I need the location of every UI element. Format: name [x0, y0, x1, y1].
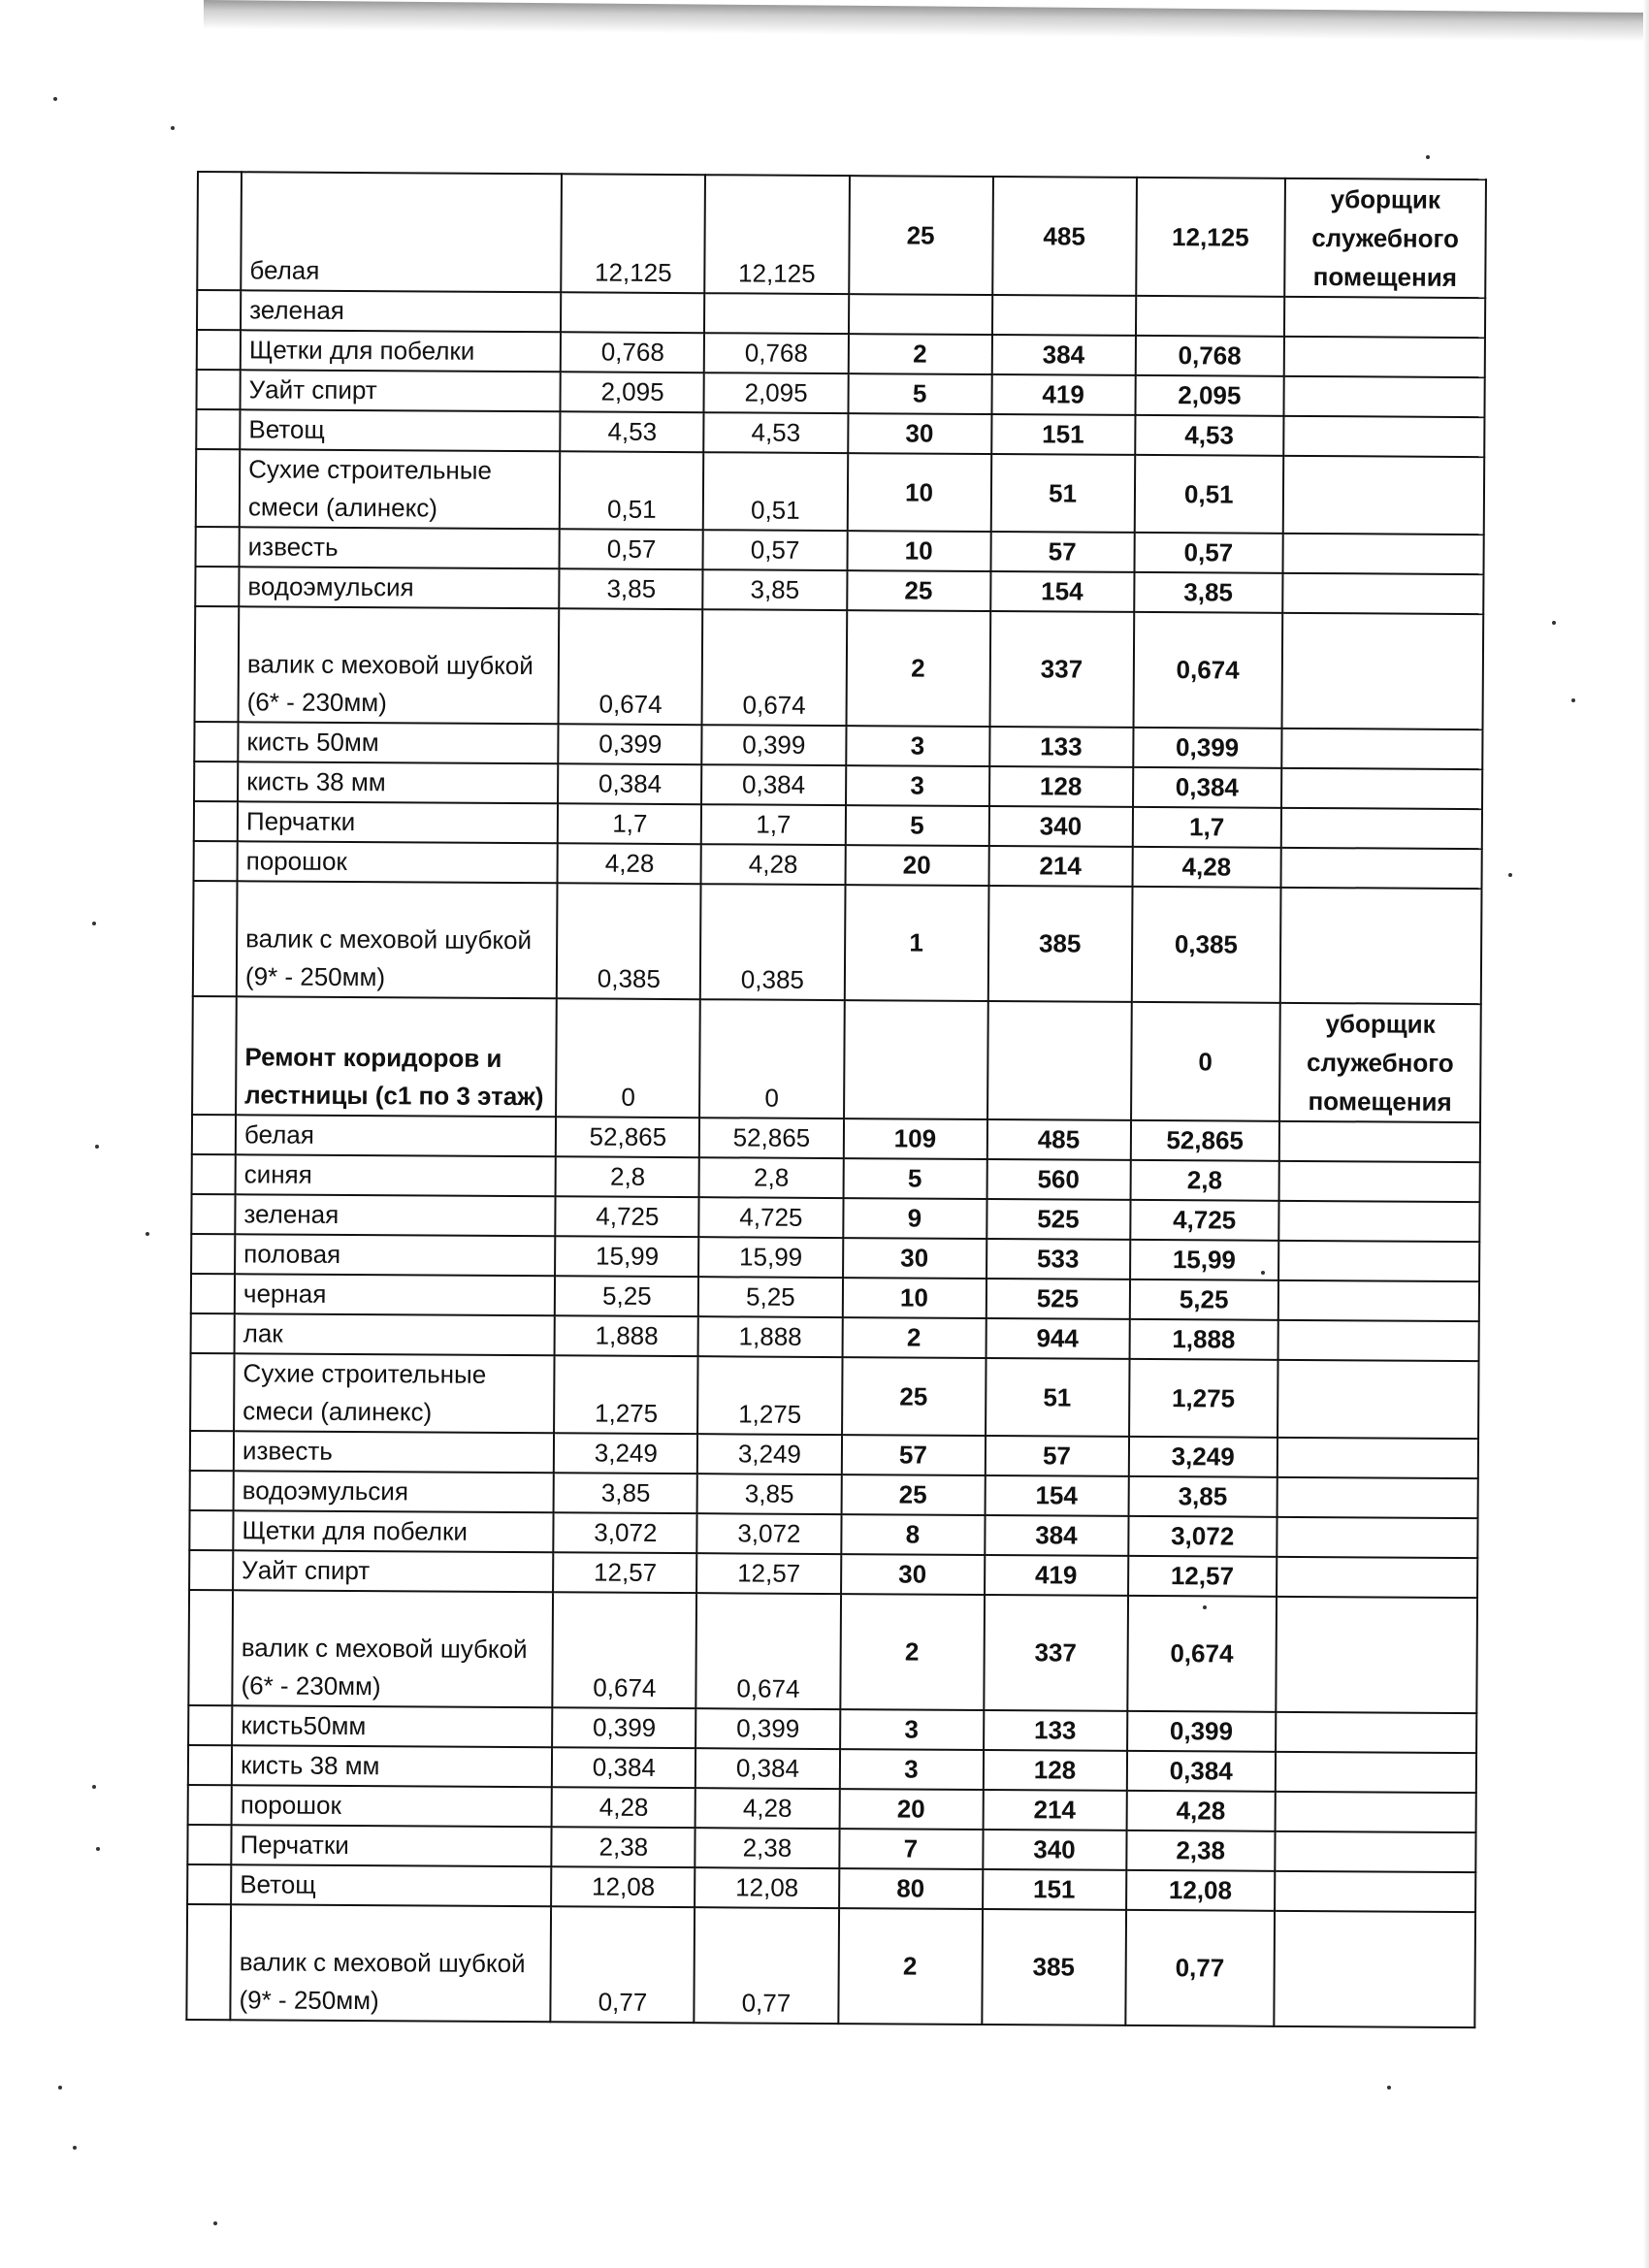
amount-cell: 1,888: [555, 1315, 698, 1356]
quantity-cell: 57: [841, 1435, 985, 1475]
material-name-cell: валик с меховой шубкой (9* - 250мм): [230, 1904, 551, 2022]
responsible-cell: [1276, 1712, 1476, 1753]
row-index-cell: [194, 841, 238, 881]
amount-duplicate-cell: 0,384: [695, 1748, 839, 1789]
material-name-cell: белая: [236, 1115, 557, 1156]
quantity-cell: 25: [841, 1474, 985, 1515]
amount-duplicate-cell: 1,275: [698, 1356, 843, 1435]
amount-duplicate-cell: 2,38: [695, 1828, 839, 1868]
amount-cell: 0,399: [559, 724, 702, 764]
scan-speck: [1387, 2086, 1391, 2090]
quantity-cell: 20: [839, 1789, 983, 1830]
material-name-cell: известь: [234, 1431, 555, 1473]
scan-speck: [73, 2146, 77, 2150]
row-index-cell: [190, 1471, 234, 1510]
responsible-cell: [1275, 1871, 1475, 1912]
amount-duplicate-cell: 0,399: [696, 1708, 840, 1749]
amount-cell: 4,725: [556, 1196, 699, 1237]
amount-duplicate-cell: 52,865: [699, 1118, 843, 1158]
amount-cell: 5,25: [555, 1276, 698, 1316]
row-index-cell: [188, 1705, 232, 1745]
responsible-cell: [1277, 1320, 1478, 1361]
total-cell: 0,77: [1125, 1910, 1275, 2026]
amount-duplicate-cell: 0,674: [696, 1593, 841, 1709]
total-cell: 5,25: [1129, 1280, 1278, 1320]
responsible-cell: [1279, 1121, 1480, 1162]
price-cell: 337: [984, 1595, 1128, 1711]
row-index-cell: [192, 1154, 236, 1194]
material-name-cell: Перчатки: [231, 1825, 552, 1866]
responsible-cell: [1284, 337, 1485, 377]
responsible-cell: [1274, 1911, 1475, 2027]
row-index-cell: [196, 449, 241, 527]
quantity-cell: [848, 294, 991, 335]
material-name-cell: кисть50мм: [232, 1705, 553, 1747]
amount-cell: 0,674: [553, 1592, 697, 1708]
amount-duplicate-cell: 3,85: [703, 569, 847, 610]
price-cell: 560: [986, 1159, 1130, 1200]
price-cell: 533: [986, 1239, 1130, 1280]
row-index-cell: [188, 1785, 232, 1825]
price-cell: 944: [986, 1318, 1129, 1359]
price-cell: 214: [988, 846, 1132, 887]
responsible-cell: [1281, 613, 1483, 729]
amount-duplicate-cell: 1,7: [701, 804, 845, 845]
material-name-cell: зеленая: [235, 1194, 556, 1236]
row-index-cell: [194, 801, 238, 841]
price-cell: 340: [983, 1830, 1126, 1870]
material-name-cell: водоэмульсия: [239, 567, 560, 608]
amount-cell: 0,768: [561, 332, 704, 373]
row-index-cell: [192, 996, 237, 1115]
total-cell: 3,85: [1134, 572, 1283, 613]
amount-duplicate-cell: 4,725: [699, 1197, 843, 1238]
responsible-cell: [1281, 768, 1482, 809]
responsible-cell: [1278, 1161, 1479, 1202]
responsible-cell: [1277, 1517, 1477, 1558]
amount-cell: 12,08: [552, 1866, 695, 1907]
material-name-cell: кисть 50мм: [238, 722, 559, 763]
row-index-cell: [187, 1864, 231, 1904]
amount-duplicate-cell: 12,08: [695, 1867, 839, 1908]
amount-cell: 15,99: [555, 1236, 698, 1277]
row-index-cell: [188, 1590, 233, 1705]
quantity-cell: 10: [847, 453, 991, 532]
table-row: [195, 606, 1484, 729]
scan-speck: [1571, 698, 1575, 702]
amount-cell: 0,674: [559, 608, 703, 725]
responsible-cell: [1277, 1438, 1478, 1478]
scan-speck: [213, 2221, 217, 2225]
price-cell: 128: [983, 1750, 1126, 1791]
price-cell: 214: [983, 1790, 1126, 1831]
material-name-cell: зеленая: [241, 290, 562, 332]
total-cell: 4,725: [1130, 1200, 1279, 1241]
responsible-cell: [1278, 1241, 1479, 1281]
amount-cell: 4,28: [558, 843, 701, 884]
total-cell: [1136, 296, 1285, 337]
row-index-cell: [196, 370, 240, 409]
quantity-cell: 3: [839, 1749, 983, 1790]
material-name-cell: валик с меховой шубкой (9* - 250мм): [237, 881, 558, 998]
scan-speck: [53, 97, 57, 101]
responsible-cell: [1281, 729, 1482, 769]
price-cell: [987, 1001, 1132, 1120]
amount-duplicate-cell: 0,399: [702, 725, 846, 765]
quantity-cell: 109: [843, 1118, 986, 1159]
total-cell: 12,08: [1126, 1870, 1276, 1911]
total-cell: 3,249: [1128, 1437, 1277, 1477]
total-cell: 0,399: [1127, 1711, 1277, 1752]
amount-cell: 3,85: [560, 568, 703, 609]
quantity-cell: 30: [841, 1554, 985, 1595]
amount-duplicate-cell: 0,77: [695, 1907, 839, 2024]
amount-cell: 2,095: [561, 372, 704, 412]
quantity-cell: 10: [842, 1278, 986, 1318]
responsible-cell: [1277, 1360, 1479, 1439]
scan-right-edge: [1643, 0, 1649, 2268]
amount-cell: 4,53: [561, 411, 704, 452]
quantity-cell: 1: [844, 885, 988, 1001]
quantity-cell: 25: [847, 570, 990, 611]
total-cell: 0,57: [1134, 533, 1283, 573]
row-index-cell: [189, 1510, 233, 1550]
total-cell: 4,53: [1135, 415, 1284, 456]
amount-cell: 0,51: [560, 451, 704, 530]
price-cell: [992, 295, 1136, 336]
responsible-cell: уборщик служебного помещения: [1284, 178, 1486, 298]
quantity-cell: 25: [849, 176, 993, 295]
amount-duplicate-cell: 12,125: [705, 175, 850, 294]
total-cell: 2,38: [1126, 1831, 1276, 1871]
amount-cell: 0,385: [557, 883, 701, 999]
quantity-cell: 5: [845, 805, 988, 846]
scan-speck: [1508, 873, 1512, 877]
price-cell: 151: [983, 1869, 1126, 1910]
material-name-cell: порошок: [238, 841, 559, 883]
amount-cell: 0,57: [560, 529, 703, 569]
quantity-cell: 20: [845, 845, 988, 886]
price-cell: 384: [991, 335, 1135, 375]
total-cell: 52,865: [1130, 1120, 1279, 1161]
material-name-cell: Перчатки: [238, 801, 559, 843]
responsible-cell: [1277, 1557, 1477, 1598]
quantity-cell: 5: [848, 373, 991, 414]
quantity-cell: 2: [838, 1908, 983, 2025]
material-name-cell: кисть 38 мм: [232, 1745, 553, 1787]
price-cell: 151: [991, 414, 1135, 455]
responsible-cell: [1276, 1792, 1476, 1832]
total-cell: 4,28: [1132, 847, 1281, 888]
total-cell: 3,072: [1128, 1516, 1277, 1557]
row-index-cell: [197, 172, 242, 290]
total-cell: 1,888: [1129, 1319, 1278, 1360]
scan-speck: [92, 922, 96, 925]
table-row: [186, 1904, 1475, 2027]
total-cell: 12,57: [1128, 1556, 1277, 1597]
material-name-cell: Ремонт коридоров и лестницы (с1 по 3 этаж): [236, 996, 557, 1117]
responsible-cell: [1275, 1831, 1475, 1872]
quantity-cell: 8: [841, 1514, 985, 1555]
total-cell: 4,28: [1126, 1791, 1276, 1831]
price-cell: 51: [990, 454, 1135, 533]
materials-table-body: [186, 172, 1486, 2027]
price-cell: 154: [990, 571, 1134, 612]
amount-cell: 0,384: [558, 763, 701, 804]
row-index-cell: [195, 567, 239, 606]
section-header-row: [192, 996, 1481, 1122]
materials-table: [185, 171, 1487, 2028]
price-cell: 133: [984, 1710, 1127, 1751]
total-cell: 12,125: [1136, 178, 1285, 297]
scan-speck: [171, 126, 175, 130]
total-cell: 3,85: [1128, 1476, 1277, 1517]
price-cell: 419: [991, 374, 1135, 415]
amount-cell: 12,125: [562, 174, 706, 293]
material-name-cell: Уайт спирт: [241, 370, 562, 411]
row-index-cell: [197, 290, 241, 330]
row-index-cell: [191, 1313, 235, 1353]
row-index-cell: [192, 1115, 236, 1154]
total-cell: 0,674: [1133, 612, 1282, 729]
material-name-cell: порошок: [232, 1785, 553, 1827]
scan-edge-shadow: [204, 0, 1649, 42]
scan-speck: [92, 1785, 96, 1789]
amount-duplicate-cell: 1,888: [698, 1316, 842, 1357]
amount-cell: 0,384: [552, 1747, 695, 1788]
price-cell: 154: [985, 1475, 1128, 1516]
quantity-cell: 9: [843, 1198, 986, 1239]
amount-duplicate-cell: 4,53: [704, 412, 848, 453]
amount-duplicate-cell: 12,57: [697, 1553, 841, 1594]
table-row: [196, 449, 1484, 535]
material-name-cell: белая: [241, 172, 562, 292]
row-index-cell: [191, 1274, 235, 1313]
row-index-cell: [190, 1431, 234, 1471]
row-index-cell: [189, 1550, 233, 1590]
amount-cell: 2,38: [552, 1827, 695, 1867]
responsible-cell: [1278, 1280, 1479, 1321]
responsible-cell: [1280, 888, 1482, 1004]
responsible-cell: [1284, 297, 1485, 338]
amount-cell: [561, 292, 704, 333]
quantity-cell: 2: [848, 334, 991, 374]
amount-cell: 1,7: [558, 803, 701, 844]
amount-duplicate-cell: 4,28: [695, 1788, 839, 1829]
total-cell: 0,674: [1127, 1596, 1277, 1712]
material-name-cell: синяя: [236, 1154, 557, 1196]
price-cell: 384: [985, 1515, 1128, 1556]
amount-cell: 0,399: [553, 1707, 696, 1748]
materials-table-wrapper: [185, 171, 1487, 2028]
price-cell: 51: [986, 1358, 1130, 1437]
material-name-cell: валик с меховой шубкой (6* - 230мм): [239, 606, 560, 724]
amount-duplicate-cell: 15,99: [699, 1237, 843, 1278]
price-cell: 337: [989, 611, 1134, 728]
price-cell: 385: [987, 886, 1132, 1002]
table-row: [190, 1353, 1478, 1439]
row-index-cell: [197, 330, 241, 370]
responsible-cell: уборщик служебного помещения: [1279, 1003, 1481, 1122]
quantity-cell: 2: [840, 1594, 985, 1710]
material-name-cell: известь: [240, 527, 561, 568]
responsible-cell: [1283, 376, 1484, 417]
amount-duplicate-cell: 2,095: [704, 373, 848, 413]
price-cell: 485: [986, 1119, 1130, 1160]
amount-duplicate-cell: 3,249: [697, 1434, 841, 1474]
material-name-cell: Сухие строительные смеси (алинекс): [234, 1353, 555, 1433]
responsible-cell: [1281, 808, 1482, 849]
material-name-cell: лак: [235, 1313, 556, 1355]
responsible-cell: [1282, 573, 1483, 614]
scan-speck: [146, 1232, 149, 1236]
material-name-cell: Сухие строительные смеси (алинекс): [240, 449, 561, 529]
scan-speck: [1261, 1271, 1265, 1275]
total-cell: 2,095: [1135, 375, 1284, 416]
price-cell: 385: [982, 1909, 1126, 2025]
row-index-cell: [188, 1745, 232, 1785]
responsible-cell: [1283, 416, 1484, 457]
scan-speck: [1426, 155, 1430, 159]
total-cell: 1,7: [1132, 807, 1281, 848]
quantity-cell: 3: [846, 765, 989, 806]
row-index-cell: [190, 1353, 235, 1431]
scan-speck: [58, 2086, 62, 2090]
amount-cell: 0: [556, 998, 700, 1118]
total-cell: 0,51: [1134, 455, 1283, 534]
amount-duplicate-cell: 0: [700, 999, 845, 1118]
material-name-cell: Ветощ: [231, 1864, 552, 1906]
row-index-cell: [194, 761, 238, 801]
quantity-cell: 80: [839, 1868, 983, 1909]
material-name-cell: Уайт спирт: [233, 1550, 554, 1592]
row-index-cell: [191, 1234, 235, 1274]
price-cell: 340: [988, 806, 1132, 847]
amount-duplicate-cell: 3,072: [697, 1513, 841, 1554]
amount-cell: 52,865: [556, 1117, 699, 1157]
amount-cell: 3,249: [554, 1433, 697, 1474]
material-name-cell: Ветощ: [240, 409, 561, 451]
quantity-cell: 30: [843, 1238, 986, 1279]
scan-speck: [1203, 1605, 1207, 1609]
material-name-cell: кисть 38 мм: [238, 761, 559, 803]
quantity-cell: 7: [839, 1829, 983, 1869]
price-cell: 57: [985, 1436, 1128, 1476]
quantity-cell: 3: [840, 1709, 984, 1750]
total-cell: 0: [1131, 1002, 1280, 1121]
row-index-cell: [196, 527, 240, 567]
total-cell: 0,768: [1135, 336, 1284, 376]
quantity-cell: 10: [847, 531, 990, 571]
row-index-cell: [187, 1825, 231, 1864]
amount-duplicate-cell: [704, 293, 848, 334]
amount-cell: 0,77: [551, 1906, 695, 2023]
row-index-cell: [193, 881, 238, 996]
total-cell: 0,384: [1126, 1751, 1276, 1792]
row-index-cell: [194, 722, 238, 761]
quantity-cell: 5: [843, 1158, 986, 1199]
quantity-cell: [844, 1000, 988, 1119]
amount-cell: 3,85: [554, 1473, 697, 1513]
total-cell: 1,275: [1129, 1359, 1278, 1438]
price-cell: 133: [989, 727, 1133, 767]
scan-speck: [96, 1847, 100, 1851]
row-index-cell: [196, 409, 240, 449]
table-row: [188, 1590, 1477, 1713]
material-name-cell: черная: [235, 1274, 556, 1315]
price-cell: 57: [990, 532, 1134, 572]
price-cell: 525: [986, 1279, 1129, 1319]
responsible-cell: [1282, 534, 1483, 574]
total-cell: 0,399: [1133, 728, 1282, 768]
amount-duplicate-cell: 5,25: [698, 1277, 842, 1317]
amount-duplicate-cell: 2,8: [699, 1157, 843, 1198]
price-cell: 485: [992, 177, 1137, 296]
total-cell: 15,99: [1130, 1240, 1279, 1280]
responsible-cell: [1283, 456, 1485, 535]
table-row: [197, 172, 1486, 298]
amount-duplicate-cell: 0,385: [700, 884, 845, 1000]
price-cell: 128: [989, 766, 1133, 807]
material-name-cell: Щетки для побелки: [241, 330, 562, 372]
amount-duplicate-cell: 0,384: [701, 764, 845, 805]
responsible-cell: [1276, 1597, 1477, 1713]
material-name-cell: валик с меховой шубкой (6* - 230мм): [232, 1590, 553, 1707]
total-cell: 0,384: [1133, 767, 1282, 808]
price-cell: 525: [986, 1199, 1130, 1240]
amount-duplicate-cell: 4,28: [701, 844, 845, 885]
quantity-cell: 30: [848, 413, 991, 454]
quantity-cell: 3: [846, 726, 989, 766]
material-name-cell: водоэмульсия: [234, 1471, 555, 1512]
amount-cell: 12,57: [553, 1552, 696, 1593]
responsible-cell: [1280, 848, 1481, 889]
amount-duplicate-cell: 3,85: [697, 1474, 841, 1514]
amount-cell: 2,8: [556, 1156, 699, 1197]
amount-cell: 1,275: [554, 1355, 698, 1434]
total-cell: 0,385: [1131, 887, 1280, 1003]
amount-duplicate-cell: 0,674: [702, 609, 847, 726]
amount-cell: 4,28: [552, 1787, 695, 1828]
row-index-cell: [195, 606, 240, 722]
responsible-cell: [1276, 1752, 1476, 1793]
row-index-cell: [186, 1904, 231, 2020]
row-index-cell: [191, 1194, 235, 1234]
scan-speck: [95, 1145, 99, 1149]
price-cell: 419: [985, 1555, 1128, 1596]
quantity-cell: 25: [842, 1357, 986, 1436]
material-name-cell: Щетки для побелки: [233, 1510, 554, 1552]
amount-duplicate-cell: 0,57: [703, 530, 847, 570]
scan-speck: [1552, 621, 1556, 625]
quantity-cell: 2: [842, 1317, 986, 1358]
amount-duplicate-cell: 0,51: [703, 452, 848, 531]
total-cell: 2,8: [1130, 1160, 1279, 1201]
responsible-cell: [1278, 1201, 1479, 1242]
quantity-cell: 2: [846, 610, 990, 727]
amount-cell: 3,072: [554, 1512, 697, 1553]
amount-duplicate-cell: 0,768: [704, 333, 848, 373]
material-name-cell: половая: [235, 1234, 556, 1276]
table-row: [193, 881, 1482, 1004]
responsible-cell: [1277, 1477, 1477, 1518]
